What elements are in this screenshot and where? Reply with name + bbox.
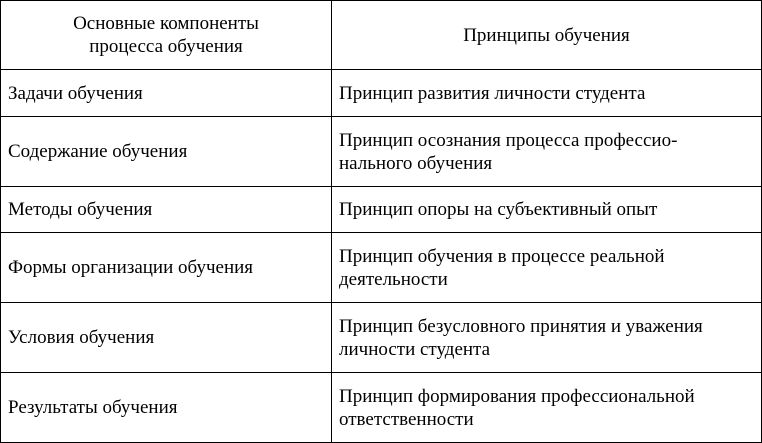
- principle-cell: Принцип обучения в процессе реальной деятельности: [332, 233, 762, 303]
- component-cell: Формы организации обучения: [1, 233, 332, 303]
- principle-cell: Принцип безусловного принятия и уважения личности студента: [332, 303, 762, 373]
- principle-cell: Принцип опоры на субъективный опыт: [332, 187, 762, 233]
- table-row: [1, 303, 762, 373]
- principle-cell: Принцип осознания процесса профессио- нального обучения: [332, 117, 762, 187]
- principle-cell: Принцип формирования профессиональной ответственности: [332, 373, 762, 443]
- component-cell: Содержание обучения: [1, 117, 332, 187]
- header-principles: Принципы обучения: [332, 1, 762, 70]
- table-header-row: [1, 1, 762, 70]
- table-row: [1, 70, 762, 117]
- table-row: [1, 233, 762, 303]
- component-cell: Результаты обучения: [1, 373, 332, 443]
- header-components: Основные компоненты процесса обучения: [1, 1, 332, 70]
- principle-cell: Принцип развития личности студента: [332, 70, 762, 117]
- component-cell: Условия обучения: [1, 303, 332, 373]
- component-cell: Методы обучения: [1, 187, 332, 233]
- table-row: [1, 373, 762, 443]
- table-row: [1, 117, 762, 187]
- table-row: [1, 187, 762, 233]
- component-cell: Задачи обучения: [1, 70, 332, 117]
